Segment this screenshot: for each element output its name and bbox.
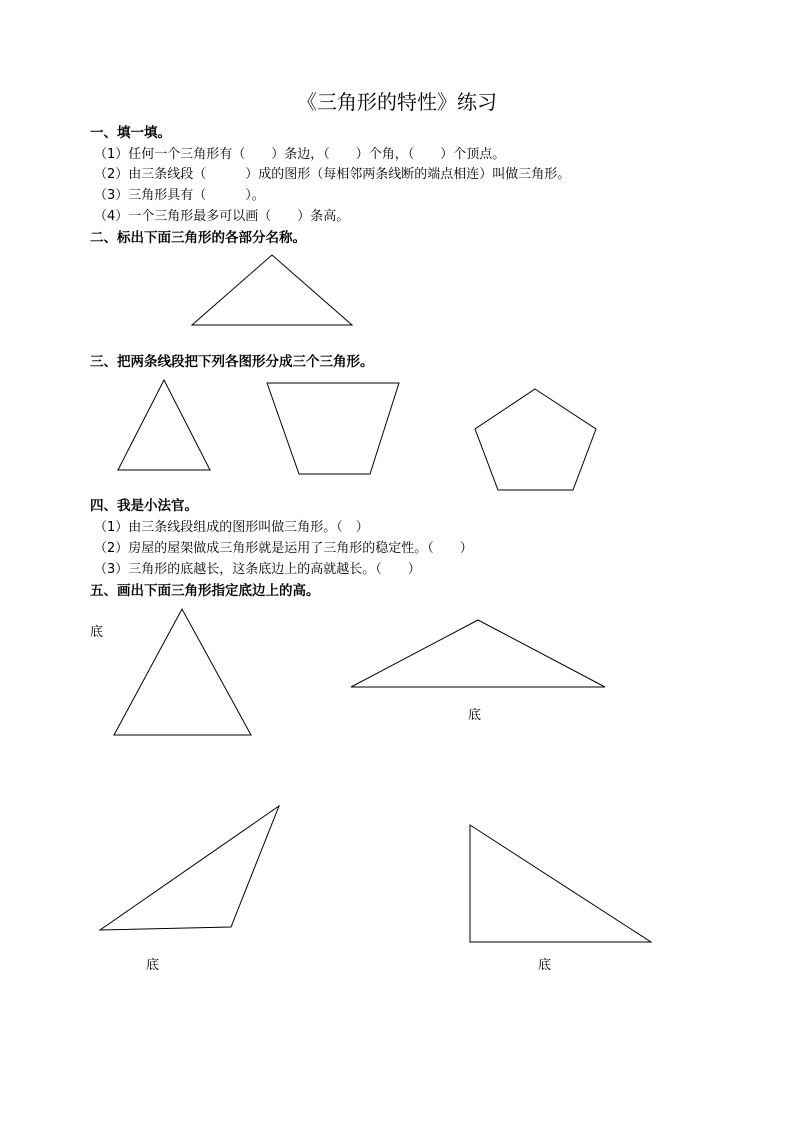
section-2-heading: 二、标出下面三角形的各部分名称。 [90, 230, 306, 246]
question-1-4: （4）一个三角形最多可以画（ ）条高。 [94, 209, 350, 224]
trapezoid-section-3 [267, 383, 399, 474]
base-label-2: 底 [468, 708, 482, 723]
question-4-2: （2）房屋的屋架做成三角形就是运用了三角形的稳定性。（ ） [94, 541, 473, 556]
pentagon-section-3 [475, 389, 596, 490]
question-1-1: （1）任何一个三角形有（ ）条边，（ ）个角，（ ）个顶点。 [94, 147, 506, 162]
section-3-heading: 三、把两条线段把下列各图形分成三个三角形。 [90, 354, 374, 370]
base-label-4: 底 [538, 958, 552, 973]
question-4-3: （3）三角形的底越长，这条底边上的高就越长。（ ） [94, 562, 421, 577]
obtuse-triangle-section-2 [192, 255, 352, 325]
question-1-3: （3）三角形具有（ ）。 [94, 188, 265, 203]
scalene-triangle-section-5 [100, 806, 279, 930]
base-label-3: 底 [146, 958, 160, 973]
section-4-heading: 四、我是小法官。 [90, 498, 198, 514]
obtuse-triangle-section-5 [351, 620, 605, 687]
section-5-heading: 五、画出下面三角形指定底边上的高。 [90, 583, 320, 599]
question-1-2: （2）由三条线段（ ）成的图形（每相邻两条线断的端点相连）叫做三角形。 [94, 167, 571, 182]
triangle-section-3 [118, 380, 210, 470]
section-1-heading: 一、填一填。 [90, 125, 171, 141]
right-triangle-section-5 [470, 825, 651, 942]
page-title: 《三角形的特性》练习 [297, 90, 497, 114]
acute-triangle-section-5 [114, 609, 251, 735]
question-4-1: （1）由三条线段组成的图形叫做三角形。（ ） [94, 520, 369, 535]
base-label-1: 底 [90, 625, 104, 640]
